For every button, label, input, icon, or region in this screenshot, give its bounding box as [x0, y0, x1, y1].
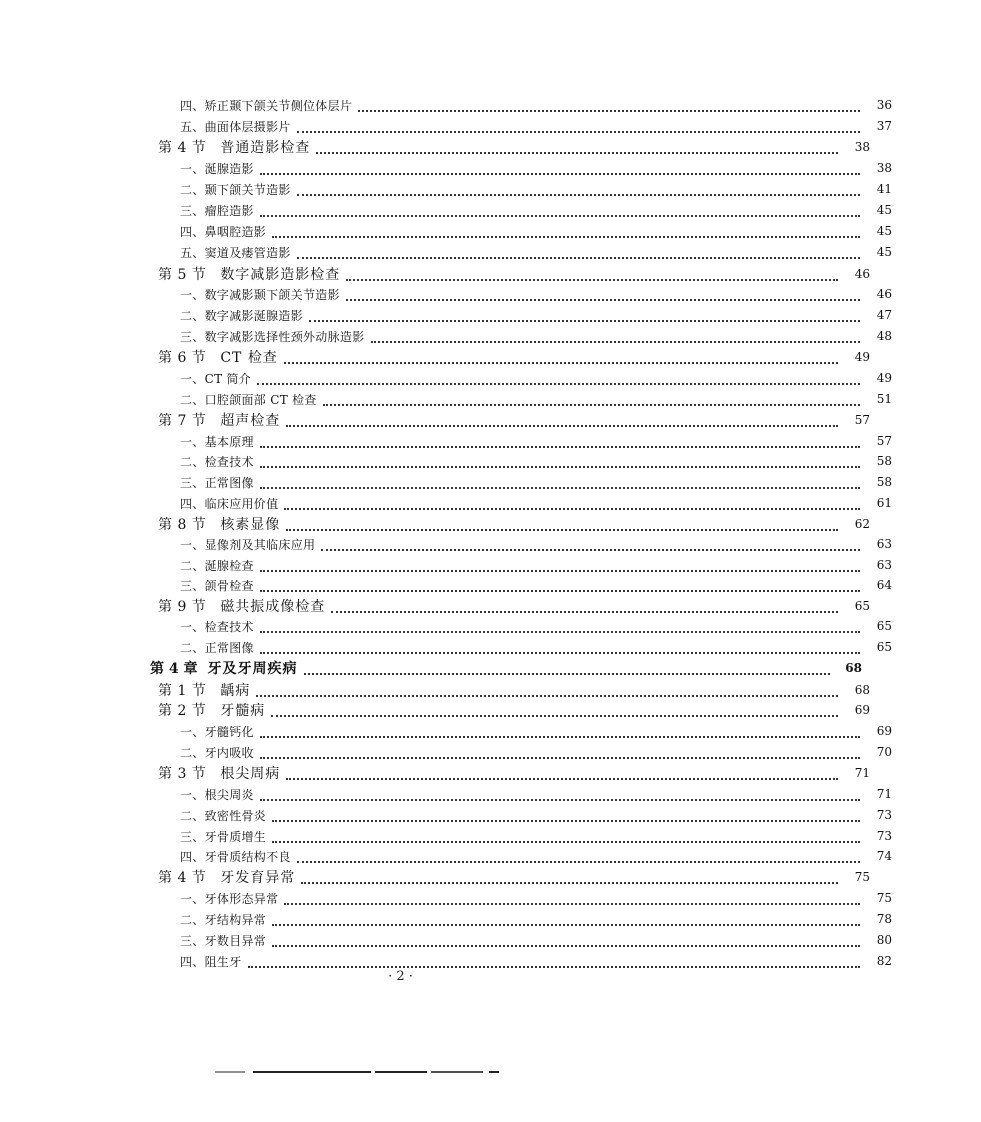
toc-item[interactable] [0, 199, 981, 221]
toc-page-number: 75 [876, 891, 892, 905]
dot-leader [284, 902, 860, 905]
dot-leader [260, 486, 860, 489]
dot-leader [260, 630, 860, 633]
toc-number: 第 4 节 [158, 140, 207, 156]
toc-label: 二、牙结构异常 [180, 912, 267, 927]
toc-label: 一、根尖周炎 [180, 787, 254, 802]
toc-page-number: 57 [876, 434, 892, 448]
toc-number: 第 2 节 [158, 703, 207, 719]
dot-leader [272, 235, 860, 238]
toc-label [158, 867, 295, 887]
toc-page-number: 46 [854, 267, 870, 281]
toc-label: 一、CT 简介 [180, 371, 252, 386]
toc-item[interactable] [0, 929, 981, 951]
toc-number: 第 8 节 [158, 517, 207, 533]
toc-page-number: 71 [876, 787, 892, 801]
toc-item[interactable] [0, 492, 981, 514]
toc-section[interactable] [0, 346, 959, 368]
toc-number: 第 7 节 [158, 413, 207, 429]
toc-page-number: 47 [876, 308, 892, 322]
dot-leader [331, 610, 838, 613]
toc-label: 二、致密性骨炎 [180, 808, 267, 823]
toc-label: 一、基本原理 [180, 434, 254, 449]
dot-leader [272, 840, 860, 843]
dot-leader [346, 278, 838, 281]
toc-item[interactable] [0, 304, 981, 326]
dot-leader [321, 548, 860, 551]
toc-label: 二、正常图像 [180, 640, 254, 655]
toc-label: 一、牙髓钙化 [180, 724, 254, 739]
toc-label: 一、牙体形态异常 [180, 891, 279, 906]
toc-label: 三、牙骨质增生 [180, 829, 267, 844]
dot-leader [256, 694, 838, 697]
toc-label: 三、正常图像 [180, 475, 254, 490]
dot-leader [272, 944, 860, 947]
toc-page-number: 45 [876, 224, 892, 238]
toc-label [158, 700, 265, 720]
toc-label: 二、口腔颌面部 CT 检查 [180, 392, 317, 407]
toc-title: 核素显像 [220, 517, 281, 533]
toc-item[interactable] [0, 908, 981, 930]
toc-page-number: 73 [876, 808, 892, 822]
toc-page-number: 69 [876, 724, 892, 738]
toc-item[interactable] [0, 283, 981, 305]
toc-title: CT 检查 [220, 350, 278, 366]
toc-page-number: 82 [876, 954, 892, 968]
toc-label [158, 410, 280, 430]
toc-label: 二、检查技术 [180, 454, 254, 469]
toc-label: 三、牙数目异常 [180, 933, 267, 948]
toc-page-number: 51 [876, 392, 892, 406]
toc-number: 第 6 节 [158, 350, 207, 366]
toc-title: 牙及牙周疾病 [207, 661, 298, 677]
dot-leader [297, 130, 860, 133]
dot-leader [260, 589, 860, 592]
toc-title: 牙发育异常 [220, 870, 296, 886]
dot-leader [286, 528, 838, 531]
toc-label [158, 596, 325, 616]
toc-page-number: 65 [876, 640, 892, 654]
dot-leader [260, 756, 860, 759]
toc-page-number: 65 [876, 619, 892, 633]
dot-leader [260, 465, 860, 468]
toc-item[interactable] [0, 720, 981, 742]
toc-item[interactable] [0, 741, 981, 763]
toc-item[interactable] [0, 554, 981, 576]
dot-leader [260, 735, 860, 738]
scan-artifact-line [215, 1071, 500, 1073]
toc-label: 三、数字减影选择性颈外动脉造影 [180, 329, 365, 344]
dot-leader [271, 714, 838, 717]
dot-leader [257, 382, 860, 385]
toc-item[interactable] [0, 845, 981, 867]
toc-page-number: 69 [854, 703, 870, 717]
dot-leader [309, 319, 860, 322]
toc-page-number: 45 [876, 203, 892, 217]
dot-leader [284, 507, 860, 510]
dot-leader [301, 881, 838, 884]
toc-item[interactable] [0, 178, 981, 200]
toc-label: 三、瘤腔造影 [180, 203, 254, 218]
toc-label: 二、牙内吸收 [180, 745, 254, 760]
toc-item[interactable] [0, 430, 981, 452]
toc-page-number: 49 [854, 350, 870, 364]
toc-page-number: 58 [876, 475, 892, 489]
toc-section[interactable] [0, 699, 959, 721]
dot-leader [358, 109, 860, 112]
toc-label: 四、阻生牙 [180, 954, 242, 969]
toc-title: 龋病 [220, 683, 251, 699]
toc-page-number: 36 [876, 98, 892, 112]
toc-section[interactable] [0, 136, 959, 158]
toc-label: 一、检查技术 [180, 619, 254, 634]
toc-page-number: 63 [876, 537, 892, 551]
toc-label: 二、数字减影涎腺造影 [180, 308, 304, 323]
toc-section[interactable] [0, 263, 959, 285]
toc-item[interactable] [0, 94, 981, 116]
toc-item[interactable] [0, 157, 981, 179]
dot-leader [323, 403, 860, 406]
dot-leader [260, 651, 860, 654]
toc-page-number: 62 [854, 517, 870, 531]
toc-label [158, 137, 310, 157]
toc-page-number: 68 [854, 683, 870, 697]
toc-label: 一、数字减影颞下颌关节造影 [180, 287, 340, 302]
dot-leader [272, 819, 860, 822]
toc-section[interactable] [0, 409, 959, 431]
toc-item[interactable] [0, 325, 981, 347]
toc-label: 一、涎腺造影 [180, 161, 254, 176]
toc-page-number: 75 [854, 870, 870, 884]
dot-leader [260, 569, 860, 572]
toc-page-number: 74 [876, 849, 892, 863]
toc-label: 一、显像剂及其临床应用 [180, 537, 316, 552]
toc-title: 磁共振成像检查 [220, 599, 326, 615]
toc-label: 四、矫正颞下颌关节侧位体层片 [180, 98, 353, 113]
toc-page-number: 49 [876, 371, 892, 385]
toc-title: 普通造影检查 [220, 140, 311, 156]
toc-number: 第 4 节 [158, 870, 207, 886]
toc-label: 四、牙骨质结构不良 [180, 849, 291, 864]
toc-page-number: 68 [845, 661, 862, 675]
toc-label: 二、涎腺检查 [180, 558, 254, 573]
toc-item[interactable] [0, 887, 981, 909]
toc-item[interactable] [0, 388, 981, 410]
toc-item[interactable] [0, 241, 981, 263]
toc-item[interactable] [0, 533, 981, 555]
toc-item[interactable] [0, 636, 981, 658]
toc-page-number: 61 [876, 496, 892, 510]
toc-page-number: 63 [876, 558, 892, 572]
toc-page-number: 48 [876, 329, 892, 343]
toc-title: 数字减影造影检查 [220, 267, 341, 283]
toc-page-number: 80 [876, 933, 892, 947]
dot-leader [297, 193, 860, 196]
dot-leader [260, 172, 860, 175]
toc-number: 第 5 节 [158, 267, 207, 283]
toc-item[interactable] [0, 450, 981, 472]
toc-label: 四、临床应用价值 [180, 496, 279, 511]
toc-number: 第 1 节 [158, 683, 207, 699]
toc-page-number: 64 [876, 578, 892, 592]
toc-section[interactable] [0, 679, 959, 701]
toc-item[interactable] [0, 115, 981, 137]
dot-leader [272, 923, 860, 926]
dot-leader [260, 445, 860, 448]
toc-label: 五、窦道及瘘管造影 [180, 245, 291, 260]
toc-item[interactable] [0, 471, 981, 493]
toc-page-number: 71 [854, 766, 870, 780]
toc-title: 根尖周病 [220, 766, 281, 782]
dot-leader [248, 965, 860, 968]
toc-item[interactable] [0, 615, 981, 637]
toc-page-number: 58 [876, 454, 892, 468]
toc-page-number: 73 [876, 829, 892, 843]
toc-title: 牙髓病 [220, 703, 266, 719]
toc-page-number: 57 [854, 413, 870, 427]
toc-label: 三、颌骨检查 [180, 578, 254, 593]
toc-page-number: 38 [876, 161, 892, 175]
toc-label [150, 658, 298, 678]
toc-section[interactable] [0, 866, 959, 888]
dot-leader [297, 256, 860, 259]
dot-leader [316, 151, 838, 154]
toc-page-number: 46 [876, 287, 892, 301]
toc-page-number: 38 [854, 140, 870, 154]
toc-item[interactable] [0, 220, 981, 242]
dot-leader [304, 672, 831, 675]
toc-number: 第 9 节 [158, 599, 207, 615]
toc-number: 第 4 章 [150, 661, 198, 677]
dot-leader [371, 340, 860, 343]
toc-label: 二、颞下颌关节造影 [180, 182, 291, 197]
dot-leader [260, 214, 860, 217]
dot-leader [260, 798, 860, 801]
toc-label [158, 763, 280, 783]
toc-title: 超声检查 [220, 413, 281, 429]
dot-leader [346, 298, 860, 301]
toc-section[interactable] [0, 595, 959, 617]
toc-page-number: 45 [876, 245, 892, 259]
toc-page-number: 78 [876, 912, 892, 926]
toc-item[interactable] [0, 574, 981, 596]
dot-leader [286, 777, 838, 780]
toc-label [158, 264, 340, 284]
toc-item[interactable] [0, 783, 981, 805]
toc-item[interactable] [0, 825, 981, 847]
toc-label [158, 680, 250, 700]
toc-page-number: 65 [854, 599, 870, 613]
toc-section[interactable] [0, 762, 959, 784]
toc-page-number: 41 [876, 182, 892, 196]
toc-page-number: 37 [876, 119, 892, 133]
toc-item[interactable] [0, 367, 981, 389]
toc-label [158, 347, 278, 367]
toc-label: 五、曲面体层摄影片 [180, 119, 291, 134]
toc-label: 四、鼻咽腔造影 [180, 224, 267, 239]
dot-leader [284, 361, 838, 364]
toc-section[interactable] [0, 513, 959, 535]
toc-chapter[interactable] [0, 657, 951, 679]
toc-label [158, 514, 280, 534]
dot-leader [297, 860, 860, 863]
toc-number: 第 3 节 [158, 766, 207, 782]
toc-page-number: 70 [876, 745, 892, 759]
page-number: · 2 · [388, 969, 413, 984]
dot-leader [286, 424, 838, 427]
toc-item[interactable] [0, 804, 981, 826]
